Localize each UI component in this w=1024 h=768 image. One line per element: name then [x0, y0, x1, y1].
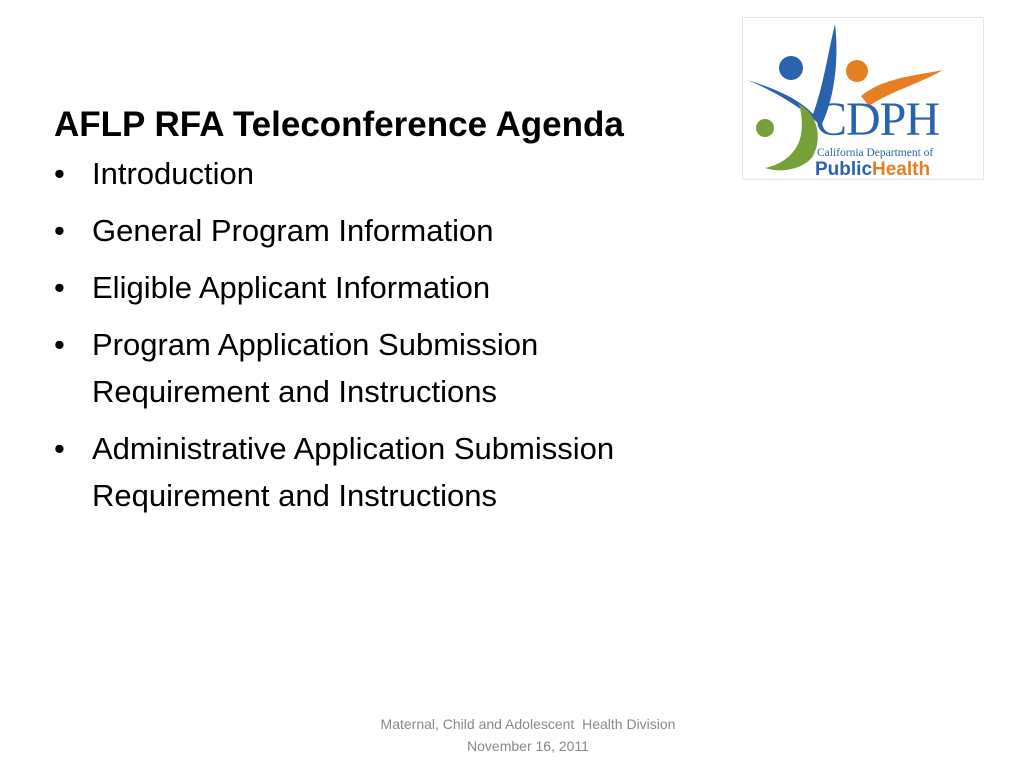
bullet-icon: • — [54, 327, 65, 362]
slide-title: AFLP RFA Teleconference Agenda — [54, 105, 624, 144]
agenda-item-line-continued: Requirement and Instructions — [92, 478, 497, 513]
slide-content — [54, 100, 734, 519]
logo-acronym: CDPH — [815, 93, 940, 146]
agenda-item — [54, 321, 734, 415]
agenda-item — [54, 264, 734, 311]
bullet-icon: • — [54, 156, 65, 191]
logo-word-health: Health — [872, 159, 931, 180]
agenda-list — [54, 150, 734, 519]
logo-subtitle: California Department of — [817, 147, 934, 159]
logo-public-health — [815, 160, 930, 180]
bullet-icon: • — [54, 270, 65, 305]
agenda-item-line: Eligible Applicant Information — [92, 270, 491, 305]
bullet-icon: • — [54, 431, 65, 466]
agenda-item-line: General Program Information — [92, 213, 494, 248]
agenda-item — [54, 425, 734, 519]
slide-footer — [300, 713, 756, 757]
agenda-item-line-continued: Requirement and Instructions — [92, 374, 497, 409]
agenda-item-line: Introduction — [92, 156, 254, 191]
footer-date: November 16, 2011 — [467, 738, 589, 754]
bullet-icon: • — [54, 213, 65, 248]
cdph-logo — [742, 17, 984, 180]
agenda-item — [54, 150, 734, 197]
agenda-item-line: Administrative Application Submission — [92, 431, 615, 466]
agenda-item-line: Program Application Submission — [92, 327, 539, 362]
logo-word-public: Public — [815, 159, 873, 180]
footer-division: Maternal, Child and Adolescent Health Division — [380, 716, 676, 732]
agenda-item — [54, 207, 734, 254]
